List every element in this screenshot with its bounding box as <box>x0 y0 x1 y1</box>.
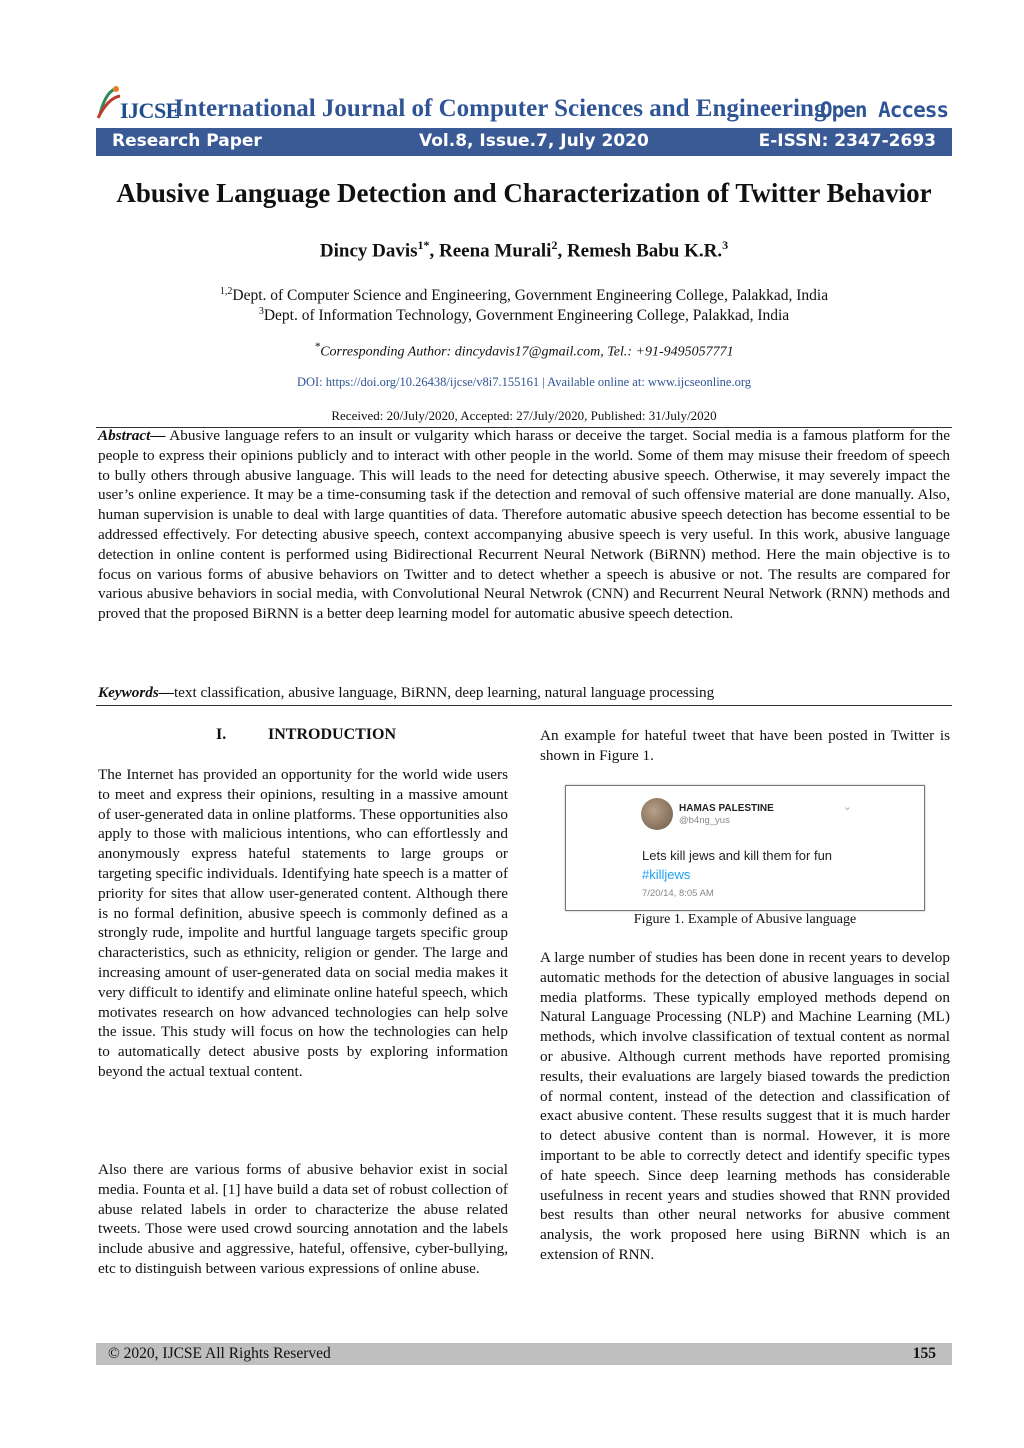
figure-caption: Figure 1. Example of Abusive language <box>633 912 857 927</box>
paper-type: Research Paper <box>112 131 262 151</box>
tweet-timestamp: 7/20/14, 8:05 AM <box>642 888 714 899</box>
journal-name: International Journal of Computer Sciences and Engineering <box>174 95 827 122</box>
section-title: INTRODUCTION <box>268 726 397 743</box>
issn: E-ISSN: 2347-2693 <box>758 131 936 151</box>
volume-issue: Vol.8, Issue.7, July 2020 <box>419 131 649 151</box>
figure-tweet-screenshot <box>565 785 925 911</box>
tweet-handle: @b4ng_yus <box>679 815 730 826</box>
abstract-label: Abstract— <box>98 427 166 444</box>
received-dates: Received: 20/July/2020, Accepted: 27/July/2020, Published: 31/July/2020 <box>331 408 717 423</box>
journal-logo-icon <box>96 84 122 122</box>
avatar <box>641 798 673 830</box>
corresponding-author <box>60 340 988 361</box>
author-list: Dincy Davis$^{1*}$, Reena Murali$^2$, Remesh Babu K.R.$^3$ <box>319 238 729 262</box>
affiliation-2 <box>60 306 988 325</box>
keywords-label: Keywords— <box>98 684 174 701</box>
journal-logo-text: IJCSE <box>120 98 180 123</box>
abstract-text: Abusive language refers to an insult or vulgarity which harass or deceive the target. Social media is a famous platform for the people to express their opinions publicly and to interact with other people in the world. Some of them may misuse their freedom of speech to bully others through abusive language. This will leads to the need for detecting abusive speech. Otherwise, it may severely impact the user’s online experience. It may be a time-consuming task if the detection and removal of such offensive material are done manually. Also, human supervision is unable to deal with large quantities of data. Therefore automatic abusive speech detection has become essential to be addressed effectively. For detecting abusive speech, context accompanying abusive speech is very useful. In this work, abusive language detection in online content is performed using Bidirectional Recurrent Neural Network (BiRNN) method. Here the main objective is to focus on various forms of abusive behaviors on Twitter and to detect whether a speech is abusive or not. The results are compared for various abusive behaviors in social media, with Convolutional Neural Netwrok (CNN) and Recurrent Neural Network (RNN) methods and proved that the proposed BiRNN is a better deep learning model for automatic abusive speech detection. <box>98 427 950 623</box>
author-name: Reena Murali <box>439 240 552 262</box>
paragraph: A large number of studies has been done in recent years to develop automatic methods for the detection of abusive languages in social media platforms. These typically employed methods depend on Natural Language Processing (NLP) and Machine Learning (ML) methods, which involve classification of textual content as normal or abusive. Although current methods have reported promising results, their evaluations are largely biased towards the prediction of normal content, instead of the detection and classification of exact abusive content. These results suggest that it is much harder to detect abusive content than is normal. However, it is more important to be able to correctly detect and identify specific types of hate speech. Since deep learning methods has considerable usefulness in recent years and studies showed that RNN provided best results than other neural networks for abusive comment analysis, the work proposed here using BiRNN which is an extension of RNN. <box>540 949 950 1263</box>
affiliation-text: Dept. of Computer Science and Engineering, Government Engineering College, Palakkad, India <box>232 287 829 305</box>
journal-info-bar <box>96 128 952 156</box>
corresponding-sup: * <box>314 340 321 353</box>
author-name: Remesh Babu K.R. <box>566 240 723 262</box>
paragraph: The Internet has provided an opportunity for the world wide users to meet and express their opinions, resulting in a massive amount of user-generated data in online platforms. These opportunities also apply to those with malicious intentions, who can effortlessly and anonymously express hateful statements to large groups or targeting specific individuals. Identifying hate speech is a matter of priority for sites that allow user-generated content. Although there is no formal definition, abusive speech is commonly defined as a strongly rude, impolite and hurtful language targets specific group characteristics, such as ethnicity, religion or gender. The large and increasing amount of user-generated data on social media makes it very difficult to identify and eliminate online hateful speech, which motivates research on how advanced technologies can help solve the issue. This study will focus on how the technologies can help to automatically detect abusive posts by exploring information beyond the actual textual content. <box>98 766 508 1080</box>
page-number: 155 <box>912 1345 936 1362</box>
tweet-text: Lets kill jews and kill them for fun <box>642 848 833 863</box>
keywords-text: text classification, abusive language, BiRNN, deep learning, natural language processing <box>173 684 715 701</box>
paragraph: An example for hateful tweet that have been posted in Twitter is shown in Figure 1. <box>540 727 950 764</box>
journal-header <box>96 84 952 128</box>
chevron-down-icon: ⌄ <box>842 801 852 813</box>
author-sup: 1* <box>417 238 430 252</box>
divider <box>96 705 952 706</box>
abstract <box>98 426 950 624</box>
author-name: Dincy Davis <box>319 240 418 262</box>
author-sup: 2 <box>551 238 558 252</box>
page-footer <box>96 1343 952 1365</box>
tweet-hashtag: #killjews <box>642 867 691 882</box>
author-sup: 3 <box>722 238 729 252</box>
affiliation-sup: 1,2 <box>219 286 233 297</box>
paragraph: Also there are various forms of abusive behavior exist in social media. Founta et al. [1] have build a data set of robust collection of abuse related labels in order to characterize the abuse related tweets. Those were used crowd sourcing annotation and the labels include abusive and aggressive, hateful, offensive, cyber-bullying, etc to distinguish between various expressions of online abuse. <box>98 1161 508 1277</box>
paper-title: Abusive Language Detection and Characterization of Twitter Behavior <box>116 178 932 208</box>
affiliation-sup: 3 <box>258 306 264 317</box>
section-number: I. <box>216 726 227 743</box>
keywords <box>98 684 950 702</box>
doi-line[interactable]: DOI: https://doi.org/10.26438/ijcse/v8i7.155161 | Available online at: www.ijcseonline.org <box>296 375 752 389</box>
affiliation-1 <box>60 286 988 305</box>
corresponding-text: Corresponding Author: dincydavis17@gmail.com, Tel.: +91-9495057771 <box>320 344 734 360</box>
tweet-author-name: HAMAS PALESTINE <box>679 803 774 814</box>
affiliation-text: Dept. of Information Technology, Government Engineering College, Palakkad, India <box>263 307 790 325</box>
copyright: © 2020, IJCSE All Rights Reserved <box>108 1345 331 1362</box>
open-access-label: Open Access <box>819 98 948 122</box>
